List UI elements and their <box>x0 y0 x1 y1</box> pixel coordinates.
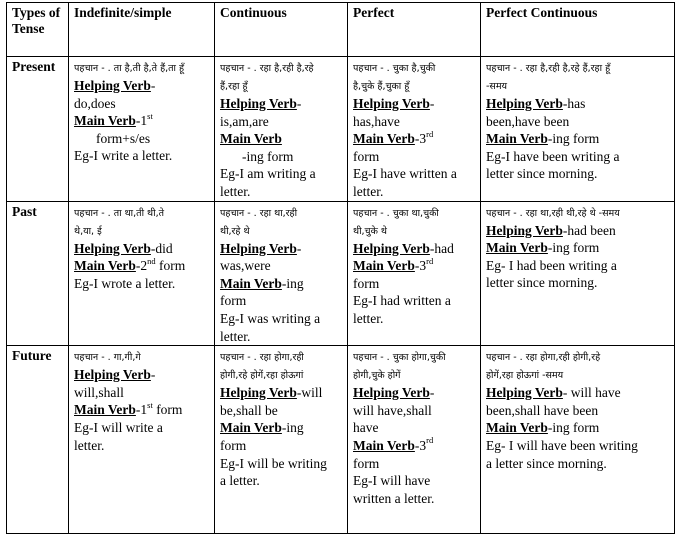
helping-verb-values: will,shall <box>74 384 124 400</box>
helping-verb-label: Helping Verb <box>220 240 297 256</box>
example-sentence-cont: written a letter. <box>353 490 435 506</box>
example-sentence-cont: letter since morning. <box>486 166 598 182</box>
helping-verb-label: Helping Verb <box>74 78 151 93</box>
main-verb-label: Main Verb <box>74 113 136 129</box>
example-sentence: Eg-I had written a <box>353 293 451 309</box>
example-sentence-cont: letter. <box>353 310 384 326</box>
main-verb-form: form+s/es <box>96 130 151 146</box>
identification-hint: पहचान - . रहा था,रही <box>220 207 298 219</box>
example-sentence: Eg-I will write a <box>74 419 163 435</box>
example-sentence: Eg-I have written a <box>353 166 457 182</box>
main-verb-line: Main Verb-2nd form <box>74 255 186 274</box>
identification-hint: पहचान - . रहा है,रही है,रहे <box>220 63 314 74</box>
example-sentence-cont: letter. <box>74 437 105 453</box>
helping-verb-line: Helping Verb- <box>74 367 156 383</box>
helping-verb-values: been,shall have been <box>486 402 599 418</box>
present-indefinite-cell <box>69 57 215 202</box>
identification-hint: पहचान - . चुका है,चुकी <box>353 63 436 74</box>
main-verb-form: -ing form <box>242 148 294 164</box>
past-row <box>7 201 675 346</box>
main-verb-line <box>220 130 342 148</box>
past-continuous-cell <box>215 201 348 346</box>
example-sentence-cont: letter. <box>220 328 251 344</box>
column-header-perfect-continuous: Perfect Continuous <box>481 3 675 57</box>
identification-hint-cont: होगी,रहे होगें,रहा होऊगां <box>220 370 304 382</box>
example-sentence: Eg-I write a letter. <box>74 148 173 164</box>
identification-hint: पहचान - . गा,गी,गे <box>74 352 141 364</box>
column-header-continuous: Continuous <box>215 3 348 57</box>
present-perfect-continuous-cell <box>481 57 675 202</box>
helping-verb-label: Helping Verb <box>486 96 563 111</box>
main-verb-label: Main Verb <box>353 258 415 274</box>
helping-verb-line: Helping Verb- <box>74 78 156 93</box>
identification-hint: पहचान - . चुका था,चुकी <box>353 207 439 219</box>
helping-verb-label: Helping Verb <box>353 385 430 401</box>
main-verb-label: Main Verb <box>486 131 548 147</box>
helping-verb-label: Helping Verb <box>220 385 297 401</box>
identification-hint-cont: -समय <box>486 81 508 92</box>
helping-verb-values: been,have been <box>486 113 570 129</box>
example-sentence-cont: letter. <box>220 183 251 199</box>
example-sentence-cont: a letter. <box>220 473 260 489</box>
past-indefinite-cell <box>69 201 215 346</box>
identification-hint: पहचान - . रहा था,रही थी,रहे थे -समय <box>486 207 620 219</box>
identification-hint: पहचान - . रहा होगा,रही <box>220 352 304 364</box>
identification-hint: पहचान - . चुका होगा,चुकी <box>353 352 446 364</box>
main-verb-label: Main Verb <box>220 420 282 436</box>
future-indefinite-cell <box>69 346 215 534</box>
main-verb-label: Main Verb <box>486 240 548 256</box>
main-verb-line: Main Verb-1st form <box>74 399 183 418</box>
example-sentence: Eg-I will have <box>353 473 431 489</box>
helping-verb-label: Helping Verb <box>74 240 151 256</box>
helping-verb-line: Helping Verb- <box>353 96 435 111</box>
helping-verb-values: be,shall be <box>220 402 278 418</box>
helping-verb-line: Helping Verb- <box>220 96 302 111</box>
helping-verb-label: Helping Verb <box>353 96 430 111</box>
main-verb-label: Main Verb <box>353 437 415 453</box>
main-verb-label: Main Verb <box>486 420 548 436</box>
helping-verb-values: was,were <box>220 258 271 274</box>
identification-hint-cont: थे,या, ई <box>74 225 102 237</box>
main-verb-label: Main Verb <box>74 402 136 418</box>
past-perfect-cell <box>348 201 481 346</box>
main-verb-form: form <box>353 148 380 164</box>
main-verb-label: Main Verb <box>74 258 136 274</box>
example-sentence: Eg-I was writing a <box>220 310 321 326</box>
identification-hint: पहचान - . रहा होगा,रही होगी,रहे <box>486 352 601 364</box>
main-verb-line: Main Verb-ing <box>220 420 304 436</box>
example-sentence: Eg- I had been writing a <box>486 257 617 273</box>
present-continuous-cell <box>215 57 348 202</box>
main-verb-line: Main Verb-ing form <box>486 420 600 436</box>
main-verb-form: form <box>220 437 247 453</box>
example-sentence: Eg-I wrote a letter. <box>74 275 176 291</box>
example-sentence-cont: letter. <box>353 183 384 199</box>
row-header-future: Future <box>7 346 69 534</box>
column-header-indefinite: Indefinite/simple <box>69 3 215 57</box>
main-verb-line: Main Verb-3rd <box>353 255 434 274</box>
types-of-tense-header: Types of Tense <box>7 3 69 57</box>
identification-hint-cont: होगें,रहा होऊगां -समय <box>486 370 564 382</box>
helping-verb-line: Helping Verb-had <box>353 240 454 256</box>
helping-verb-line: Helping Verb-had been <box>486 222 616 238</box>
example-sentence: Eg-I will be writing <box>220 455 327 471</box>
future-perfect-cell <box>348 346 481 534</box>
helping-verb-label: Helping Verb <box>486 385 563 401</box>
future-perfect-continuous-cell <box>481 346 675 534</box>
main-verb-line: Main Verb-ing form <box>486 131 600 147</box>
helping-verb-values: will have,shall <box>353 402 432 418</box>
main-verb-label: Main Verb <box>220 131 282 147</box>
helping-verb-label: Helping Verb <box>220 96 297 111</box>
row-header-past: Past <box>7 201 69 346</box>
header-row <box>7 3 675 57</box>
main-verb-line: Main Verb-3rd <box>353 128 434 147</box>
helping-verb-line: Helping Verb-will <box>220 385 323 401</box>
main-verb-form: form <box>220 293 247 309</box>
main-verb-line: Main Verb-ing form <box>486 240 600 256</box>
identification-hint-cont: होगी,चुके होगें <box>353 370 401 382</box>
helping-verb-label: Helping Verb <box>486 222 563 238</box>
helping-verb-values: do,does <box>74 95 116 111</box>
helping-verb-values-cont: have <box>353 420 379 436</box>
tense-table <box>6 2 675 534</box>
helping-verb-line: Helping Verb- <box>353 385 435 401</box>
main-verb-line: Main Verb-3rd <box>353 435 434 453</box>
helping-verb-line: Helping Verb-has <box>486 96 586 111</box>
main-verb-label: Main Verb <box>220 275 282 291</box>
identification-hint-cont: थी,रहे थे <box>220 225 250 237</box>
identification-hint: पहचान - . रहा है,रही है,रहे हैं,रहा हूँ <box>486 63 611 74</box>
example-sentence: Eg- I will have been writing <box>486 437 638 453</box>
helping-verb-line: Helping Verb- will have <box>486 385 621 401</box>
example-sentence-cont: a letter since morning. <box>486 455 607 471</box>
helping-verb-line: Helping Verb-did <box>74 240 173 256</box>
helping-verb-label: Helping Verb <box>353 240 430 256</box>
helping-verb-label: Helping Verb <box>74 367 151 383</box>
identification-hint-cont: है,चुके हैं,चुका हूँ <box>353 81 410 92</box>
main-verb-line: Main Verb-1st <box>74 110 153 129</box>
row-header-present: Present <box>7 57 69 202</box>
past-perfect-continuous-cell <box>481 201 675 346</box>
present-row <box>7 57 675 202</box>
main-verb-line: Main Verb-ing <box>220 275 304 291</box>
present-perfect-cell <box>348 57 481 202</box>
example-sentence-cont: letter since morning. <box>486 275 598 291</box>
helping-verb-values: is,am,are <box>220 113 269 129</box>
example-sentence: Eg-I am writing a <box>220 166 316 182</box>
helping-verb-values: has,have <box>353 113 400 129</box>
identification-hint: पहचान - . ता था,ती थी,ते <box>74 207 165 219</box>
identification-hint-cont: हैं,रहा हूँ <box>220 81 248 92</box>
column-header-perfect: Perfect <box>348 3 481 57</box>
main-verb-form: form <box>353 455 380 471</box>
example-sentence: Eg-I have been writing a <box>486 148 620 164</box>
identification-hint-cont: थी,चुके थे <box>353 225 387 237</box>
main-verb-label: Main Verb <box>353 131 415 147</box>
identification-hint: पहचान - . ता है,ती है,ते हैं,ता हूँ <box>74 63 185 74</box>
future-row <box>7 346 675 534</box>
main-verb-form: form <box>353 275 380 291</box>
future-continuous-cell <box>215 346 348 534</box>
helping-verb-line: Helping Verb- <box>220 240 302 256</box>
